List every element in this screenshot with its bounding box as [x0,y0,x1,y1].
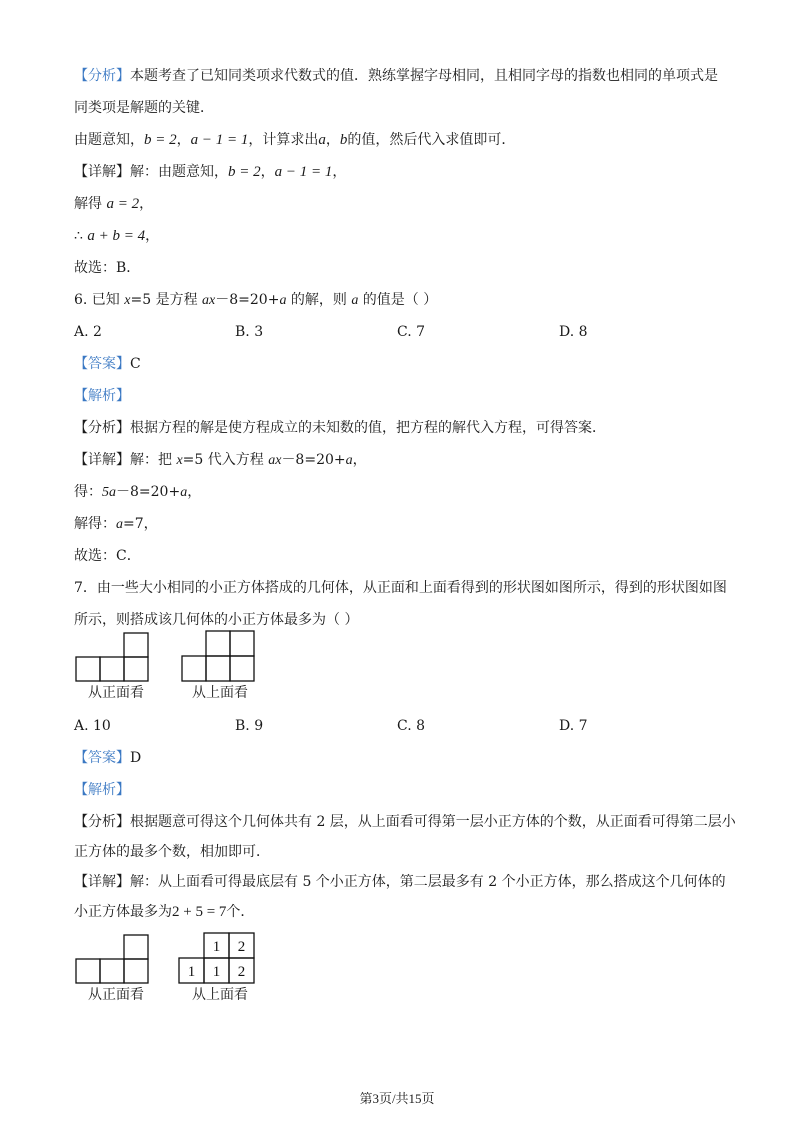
q5-detail-line: 【详解】解：由题意知，b = 2，a − 1 = 1， [74,164,347,180]
front-view-figure [74,632,152,682]
analysis-tag: 【分析】 [74,68,130,84]
q7-option-b: B. 9 [235,718,264,734]
top-count-r2c3: 2 [237,964,246,980]
q6-answer: 【答案】C [74,356,141,372]
q7-detail-line1: 【详解】解：从上面看可得最底层有 5 个小正方体，第二层最多有 2 个小正方体，那么搭成这个几何体的 [74,874,726,890]
q6-solve-line: 解得：a=7， [74,516,158,532]
q7-option-d: D. 7 [559,718,588,734]
q6-option-a: A. 2 [74,324,102,340]
q7-option-a: A. 10 [74,718,111,734]
q6-option-c: C. 7 [397,324,426,340]
front-view-caption: 从正面看 [88,685,144,701]
q6-detail: 【详解】解：把 x=5 代入方程 ax－8=20+a， [74,452,367,468]
q7-analysis-line2: 正方体的最多个数，相加即可． [74,844,270,860]
q6-option-b: B. 3 [235,324,264,340]
q6-choice: 故选：C． [74,548,141,564]
top-view-caption: 从上面看 [192,685,248,701]
top-count-r2c2: 1 [212,964,221,980]
top-view-figure-2 [178,932,258,984]
q5-therefore-line: ∴ a + b = 4， [74,228,160,244]
front-view-caption-2: 从正面看 [88,987,144,1003]
q5-analysis-line1: 【分析】本题考查了已知同类项求代数式的值．熟练掌握字母相同，且相同字母的指数也相同的单项式是 [74,68,718,84]
q6-get-line: 得：5a－8=20+a， [74,484,202,500]
page-footer: 第3页/共15页 [359,1091,435,1106]
q6-stem: 6. 已知 x=5 是方程 ax－8=20+a 的解，则 a 的值是（ ） [74,292,438,308]
top-view-caption-2: 从上面看 [192,987,248,1003]
q7-answer: 【答案】D [74,750,142,766]
q7-stem-line1: 7．由一些大小相同的小正方体搭成的几何体，从正面和上面看得到的形状图如图所示，得到的形状图如图 [74,580,727,596]
q5-solve-line: 解得 a = 2， [74,196,154,212]
q6-option-d: D. 8 [559,324,588,340]
front-view-figure-2 [74,934,152,984]
q7-analysis-line1: 【分析】根据题意可得这个几何体共有 2 层，从上面看可得第一层小正方体的个数，从正面看可得第二层小 [74,814,736,830]
top-count-r1c3: 2 [237,939,246,955]
q7-detail-line2: 小正方体最多为2 + 5 = 7个． [74,904,255,920]
top-view-figure [180,630,258,682]
detail-tag: 【详解】 [74,164,130,180]
q5-analysis-line3: 由题意知，b = 2，a − 1 = 1，计算求出a，b的值，然后代入求值即可． [74,132,516,148]
q6-analysis: 【分析】根据方程的解是使方程成立的未知数的值，把方程的解代入方程，可得答案． [74,420,606,436]
top-count-r2c1: 1 [187,964,196,980]
q7-option-c: C. 8 [397,718,426,734]
q7-stem-line2: 所示，则搭成该几何体的小正方体最多为（ ） [74,612,359,628]
q6-jiexi: 【解析】 [74,388,130,404]
q5-choice: 故选：B． [74,260,141,276]
q5-analysis-line2: 同类项是解题的关键． [74,100,214,116]
top-count-r1c2: 1 [212,939,221,955]
q7-jiexi: 【解析】 [74,782,130,798]
